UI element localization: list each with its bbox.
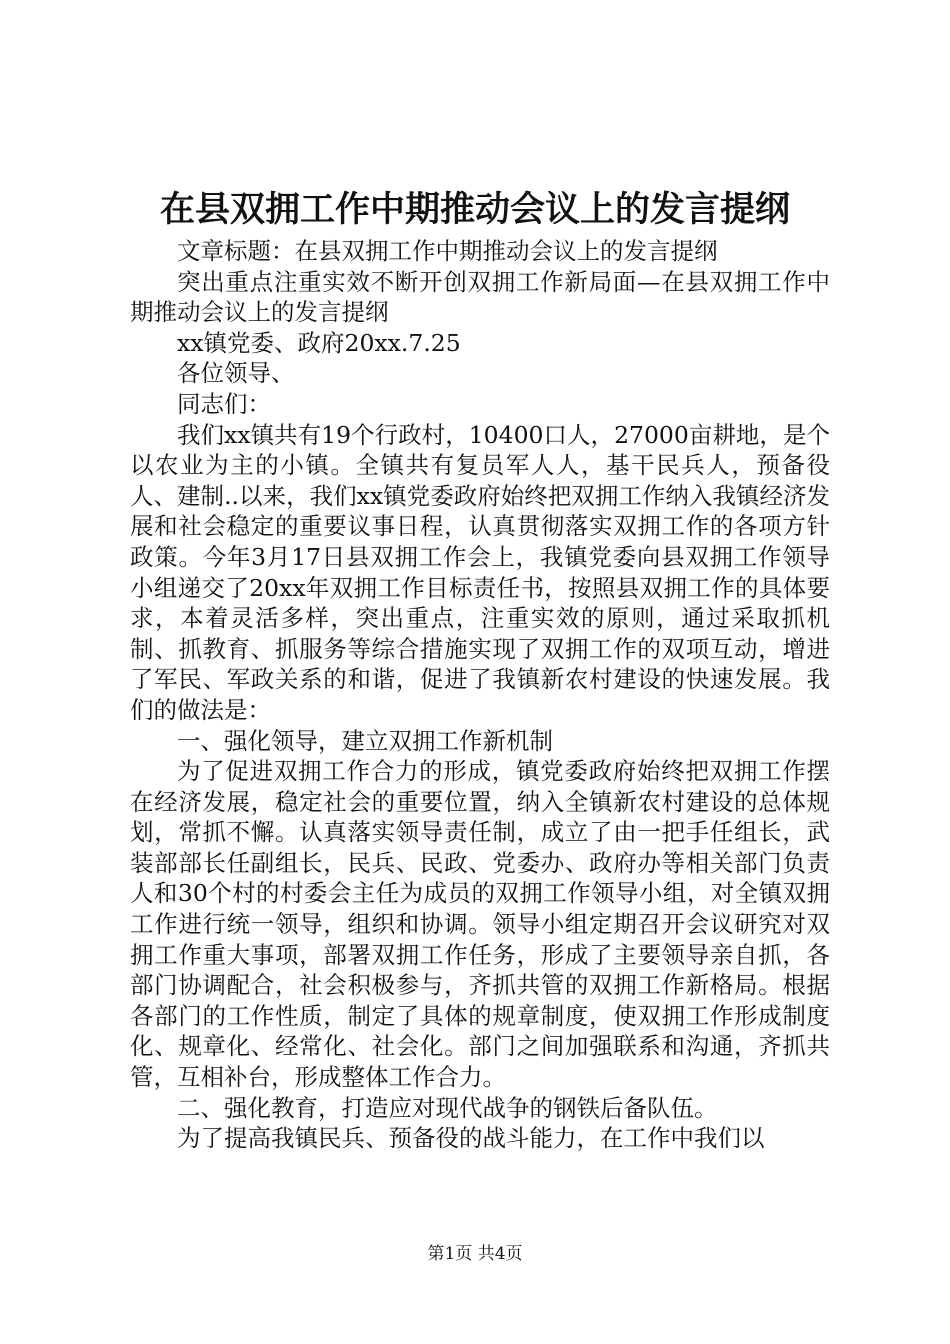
paragraph-issuer-date: xx镇党委、政府20xx.7.25 xyxy=(177,328,461,357)
paragraph-section-2: 为了提高我镇民兵、预备役的战斗能力，在工作中我们以 xyxy=(177,1124,765,1153)
document-title: 在县双拥工作中期推动会议上的发言提纲 xyxy=(159,189,790,230)
document-body xyxy=(130,236,830,1154)
paragraph-subtitle: 突出重点注重实效不断开创双拥工作新局面—在县双拥工作中期推动会议上的发言提纲 xyxy=(130,267,830,327)
paragraph-salutation-leaders: 各位领导、 xyxy=(177,359,295,388)
paragraph-section-1: 为了促进双拥工作合力的形成，镇党委政府始终把双拥工作摆在经济发展，稳定社会的重要位置，纳入全镇新农村建设的总体规划，常抓不懈。认真落实领导责任制，成立了由一把手任组长，武装部部长任副组长，民兵、民政、党委办、政府办等相关部门负责人和30个村的村委会主任为成员的双拥工作领导小组，对全镇双拥工作进行统一领导，组织和协调。领导小组定期召开会议研究对双拥工作重大事项，部署双拥工作任务，形成了主要领导亲自抓，各部门协调配合，社会积极参与，齐抓共管的双拥工作新格局。根据各部门的工作性质，制定了具体的规章制度，使双拥工作形成制度化、规章化、经常化、社会化。部门之间加强联系和沟通，齐抓共管，互相补台，形成整体工作合力。 xyxy=(130,757,830,1092)
section-heading-1: 一、强化领导，建立双拥工作新机制 xyxy=(177,726,553,755)
page-number-footer: 第1页 共4页 xyxy=(427,1244,523,1264)
paragraph-intro: 我们xx镇共有19个行政村，10400口人，27000亩耕地，是个以农业为主的小镇。全镇共有复员军人人，基干民兵人，预备役人、建制..以来，我们xx镇党委政府始终把双拥工作纳入我镇经济发展和社会稳定的重要议事日程，认真贯彻落实双拥工作的各项方针政策。今年3月17日县双拥工作会上，我镇党委向县双拥工作领导小组递交了20xx年双拥工作目标责任书，按照县双拥工作的具体要求，本着灵活多样，突出重点，注重实效的原则，通过采取抓机制、抓教育、抓服务等综合措施实现了双拥工作的双项互动，增进了军民、军政关系的和谐，促进了我镇新农村建设的快速发展。我们的做法是： xyxy=(130,420,830,724)
paragraph-salutation-comrades: 同志们： xyxy=(177,389,271,418)
paragraph-article-title: 文章标题：在县双拥工作中期推动会议上的发言提纲 xyxy=(177,237,718,265)
section-heading-2: 二、强化教育，打造应对现代战争的钢铁后备队伍。 xyxy=(177,1093,718,1122)
